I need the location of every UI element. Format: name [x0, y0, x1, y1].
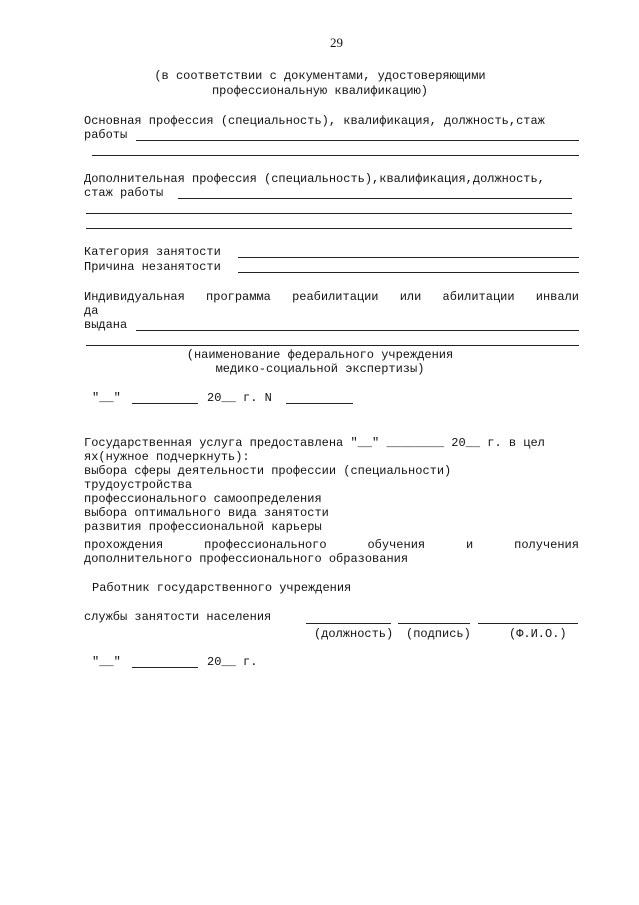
signature-name-field[interactable]: [478, 623, 578, 624]
service-option-word: прохождения: [84, 538, 164, 552]
main-profession-label-cont: работы: [84, 128, 128, 142]
date-1-year: 20__ г. N: [207, 391, 272, 405]
signature-sign-caption: (подпись): [406, 627, 471, 641]
ipr-label-line-2: да: [84, 304, 99, 318]
signature-name-caption: (Ф.И.О.): [509, 627, 567, 641]
service-option[interactable]: профессионального самоопределения: [84, 492, 322, 506]
service-option-word: обучения: [367, 538, 426, 552]
date-2-day: "__": [92, 655, 121, 669]
date-1-day: "__": [92, 391, 121, 405]
ipr-issued-field-2[interactable]: [86, 345, 579, 346]
ipr-word: инвали: [535, 290, 579, 304]
ipr-word: программа: [206, 290, 271, 304]
page-number: 29: [330, 35, 343, 50]
service-line-1: Государственная услуга предоставлена "__" ________ 20__ г. в цел: [84, 436, 545, 450]
service-option-word: и: [466, 538, 474, 552]
additional-profession-field-2[interactable]: [86, 213, 572, 214]
signature-position-caption: (должность): [314, 627, 394, 641]
signature-sign-field[interactable]: [398, 623, 470, 624]
institution-note-line-2: медико-социальной экспертизы): [215, 362, 425, 376]
service-option-last-cont: дополнительного профессионального образования: [84, 552, 409, 566]
main-profession-field-2[interactable]: [92, 155, 579, 156]
main-profession-field-1[interactable]: [136, 140, 579, 141]
service-option[interactable]: выбора оптимального вида занятости: [84, 506, 329, 520]
additional-profession-field-3[interactable]: [86, 228, 572, 229]
ipr-label-line-1: [84, 290, 579, 304]
service-option[interactable]: развития профессиональной карьеры: [84, 520, 322, 534]
date-2-year: 20__ г.: [207, 655, 258, 669]
signature-service-label: службы занятости населения: [84, 610, 272, 624]
header-note-line-2: профессиональную квалификацию): [211, 84, 429, 98]
service-option[interactable]: трудоустройства: [84, 478, 193, 492]
additional-profession-field-1[interactable]: [178, 198, 572, 199]
employment-category-field[interactable]: [238, 257, 579, 258]
date-2-month-field[interactable]: [132, 667, 198, 668]
service-option-last[interactable]: [84, 538, 579, 552]
service-option-word: получения: [514, 538, 579, 552]
signature-employee-label: Работник государственного учреждения: [92, 581, 352, 595]
unemployment-reason-label: Причина незанятости: [84, 260, 221, 274]
ipr-word: или: [399, 290, 422, 304]
unemployment-reason-field[interactable]: [238, 272, 579, 273]
ipr-issued-field[interactable]: [136, 330, 579, 331]
additional-profession-label: Дополнительная профессия (специальность),квалификация,должность,: [84, 172, 545, 186]
service-option-word: профессионального: [204, 538, 327, 552]
date-1-number-field[interactable]: [286, 403, 353, 404]
additional-profession-label-cont: стаж работы: [84, 186, 164, 200]
ipr-issued-label: выдана: [84, 318, 128, 332]
header-note-line-1: (в соответствии с документами, удостоверяющими: [154, 69, 486, 83]
ipr-word: Индивидуальная: [84, 290, 185, 304]
service-option[interactable]: выбора сферы деятельности профессии (специальности): [84, 464, 452, 478]
ipr-word: реабилитации: [292, 290, 379, 304]
date-1-month-field[interactable]: [132, 403, 198, 404]
institution-note-line-1: (наименование федерального учреждения: [186, 348, 454, 362]
ipr-word: абилитации: [442, 290, 515, 304]
signature-position-field[interactable]: [306, 623, 391, 624]
main-profession-label: Основная профессия (специальность), квалификация, должность,стаж: [84, 114, 545, 128]
employment-category-label: Категория занятости: [84, 245, 221, 259]
service-line-2: ях(нужное подчеркнуть):: [84, 450, 250, 464]
